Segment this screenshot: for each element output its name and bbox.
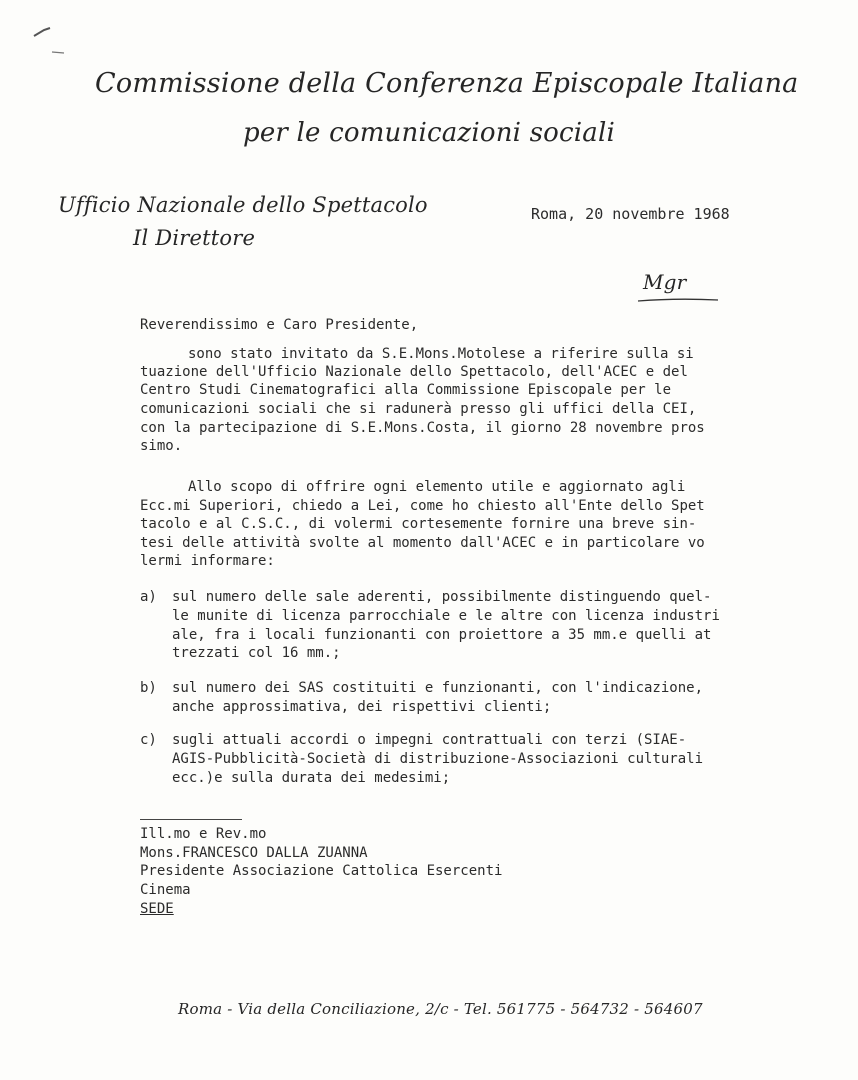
addressee-divider [140,819,242,820]
addressee-line: Mons.FRANCESCO DALLA ZUANNA [140,845,368,861]
letterhead-line1: Commissione della Conferenza Episcopale Italiana [95,68,799,99]
list-item-line: sul numero delle sale aderenti, possibilmente distinguendo quel- [172,589,712,605]
paragraph-line: sono stato invitato da S.E.Mons.Motolese a riferire sulla si [188,346,694,362]
paragraph-line: tesi delle attività svolte al momento dall'ACEC e in particolare vo [140,535,705,551]
list-item-line: ale, fra i locali funzionanti con proiettore a 35 mm.e quelli at [172,627,712,643]
paragraph-line: comunicazioni sociali che si radunerà presso gli uffici della CEI, [140,401,697,417]
paragraph-line: con la partecipazione di S.E.Mons.Costa, il giorno 28 novembre pros [140,420,705,436]
list-item-line: trezzati col 16 mm.; [172,645,341,661]
office-role: Il Direttore [133,226,256,250]
paragraph-line: tacolo e al C.S.C., di volermi cortesemente fornire una breve sin- [140,516,697,532]
list-marker: a) [140,589,157,605]
list-item-line: AGIS-Pubblicità-Società di distribuzione-Associazioni culturali [172,751,704,767]
list-item-line: ecc.)e sulla durata dei medesimi; [172,770,451,786]
handwritten-note: Mgr [643,270,687,294]
list-item-line: sugli attuali accordi o impegni contrattuali con terzi (SIAE- [172,732,687,748]
list-item-line: anche approssimativa, dei rispettivi clienti; [172,699,552,715]
list-marker: b) [140,680,157,696]
addressee-line: Cinema [140,882,191,898]
letter-date: Roma, 20 novembre 1968 [531,205,730,223]
paragraph-line: Ecc.mi Superiori, chiedo a Lei, come ho chiesto all'Ente dello Spet [140,498,705,514]
paragraph-line: Centro Studi Cinematografici alla Commissione Episcopale per le [140,382,672,398]
list-marker: c) [140,732,157,748]
letterhead-line2: per le comunicazioni sociali [243,118,616,148]
handwritten-underline [636,296,720,304]
addressee-line: SEDE [140,901,174,917]
paragraph-line: simo. [140,438,183,454]
list-item-line: sul numero dei SAS costituiti e funzionanti, con l'indicazione, [172,680,704,696]
list-item-line: le munite di licenza parrocchiale e le altre con licenza industri [172,608,720,624]
office-name: Ufficio Nazionale dello Spettacolo [58,193,428,217]
salutation: Reverendissimo e Caro Presidente, [140,317,419,333]
paragraph-line: tuazione dell'Ufficio Nazionale dello Spettacolo, dell'ACEC e del [140,364,688,380]
corner-ink-mark [30,22,70,62]
addressee-line: Ill.mo e Rev.mo [140,826,267,842]
paragraph-line: lermi informare: [140,553,275,569]
addressee-line: Presidente Associazione Cattolica Esercenti [140,863,503,879]
paragraph-line: Allo scopo di offrire ogni elemento utile e aggiornato agli [188,479,686,495]
footer-address: Roma - Via della Conciliazione, 2/c - Tel. 561775 - 564732 - 564607 [178,1000,703,1018]
